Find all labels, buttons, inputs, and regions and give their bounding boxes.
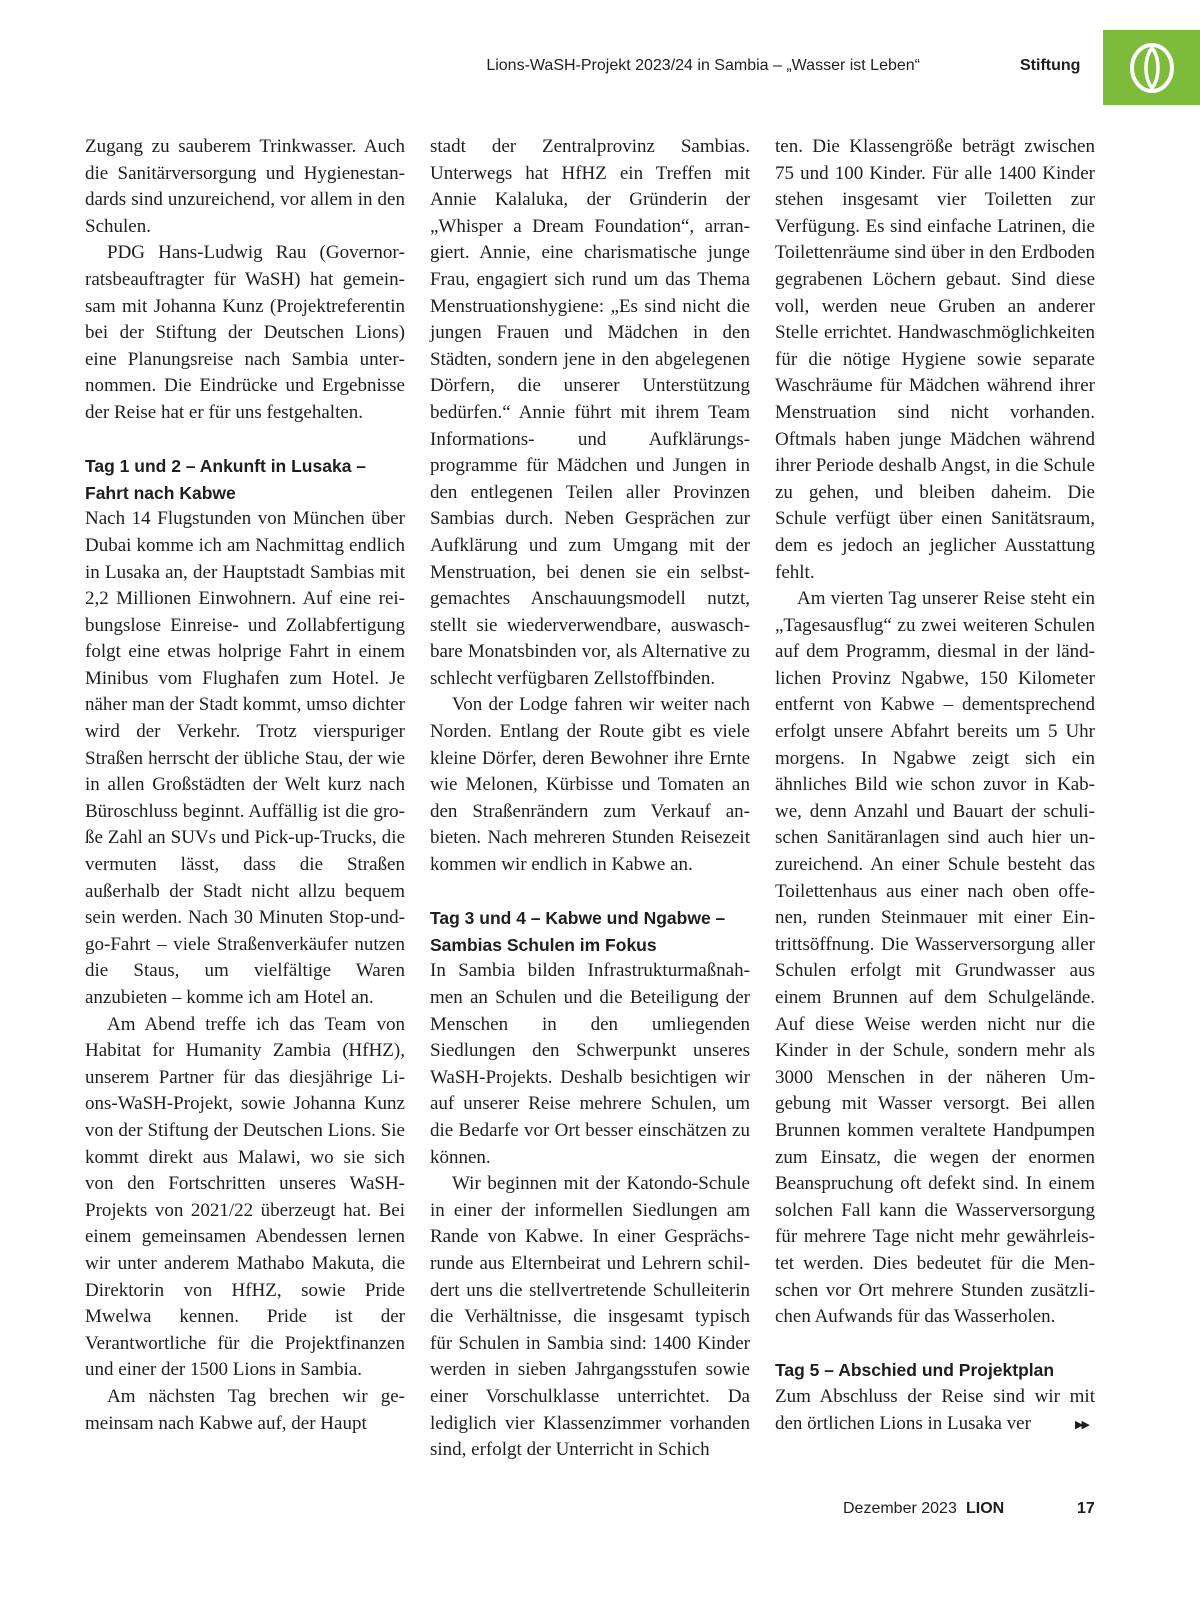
paragraph: ten. Die Klassengröße beträgt zwischen 75 und 100 Kinder. Für alle 1400 Kinder stehen insgesamt vier Toiletten zur Verfügung. Es sind einfache Latrinen, die Toilettenräume sind über in den Erdboden gegrabenen Löchern gebaut. Sind diese voll, werden neue Gruben an anderer Stelle errichtet. Handwaschmöglichkeiten für die nötige Hygiene sowie separate Waschräume für Mädchen während ihrer Menstruation sind nicht vorhanden. Oftmals haben junge Mädchen während ihrer Periode deshalb Angst, in die Schule zu gehen, und bleiben daheim. Die Schule verfügt über einen Sanitätsraum, dem es jedoch an jeglicher Ausstattung fehlt. bbox=[775, 136, 1095, 583]
paragraph: In Sambia bilden Infrastrukturmaßnahmen an Schulen und die Beteiligung der Menschen in den umliegenden Siedlungen den Schwerpunkt unseres WaSH-Projekts. Deshalb besichtigen wir auf unserer Reise mehrere Schulen, um die Bedarfe vor Ort besser einschätzen zu können. bbox=[430, 960, 750, 1168]
continue-arrow-icon: ▶▶ bbox=[1075, 1418, 1088, 1431]
paragraph: Am nächsten Tag brechen wir gemeinsam nach Kabwe auf, der Haupt bbox=[85, 1385, 405, 1434]
paragraph: stadt der Zentralprovinz Sambias. Unterwegs hat HfHZ ein Treffen mit Annie Kalaluka, der Gründerin der „Whisper a Dream Foundation“, arrangiert. Annie, eine charismatische junge Frau, engagiert sich rund um das Thema Menstruationshygiene: „Es sind nicht die jungen Frauen und Mädchen in den Städten, sondern jene in den abgelegenen Dörfern, die unserer Unterstützung bedürfen.“ Annie führt mit ihrem Team Informations- und Aufklärungsprogramme für Mädchen und Jungen in den entlegenen Teilen aller Provinzen Sambias durch. Neben Gesprächen zur Aufklärung und zum Umgang mit der Menstruation, bei denen sie ein selbstgemachtes Anschauungsmodell nutzt, stellt sie wiederverwendbare, auswaschbare Monatsbinden vor, als Alternative zu schlecht verfügbaren Zellstoffbinden. bbox=[430, 136, 750, 689]
article-column-3 bbox=[775, 134, 1095, 1437]
section-heading: Tag 3 und 4 – Kabwe und Ngabwe – Sambias Schulen im Fokus bbox=[430, 908, 726, 955]
paragraph: Zum Abschluss der Reise sind wir mit den örtlichen Lions in Lusaka ver bbox=[775, 1385, 1095, 1434]
paragraph: Von der Lodge fahren wir weiter nach Norden. Entlang der Route gibt es viele kleine Dörfer, deren Bewohner ihre Ernte wie Melonen, Kürbisse und Tomaten an den Straßenrändern zum Verkauf anbieten. Nach mehreren Stunden Reisezeit kommen wir endlich in Kabwe an. bbox=[430, 694, 750, 876]
paragraph: Wir beginnen mit der Katondo-Schule in einer der informellen Siedlungen am Rande von Kabwe. In einer Gesprächsrunde aus Elternbeirat und Lehrern schildert uns die stellvertretende Schulleiterin die Verhältnisse, die insgesamt typisch für Schulen in Sambia sind: 1400 Kinder werden in sieben Jahrgangsstufen sowie einer Vorschulklasse unterrichtet. Da lediglich vier Klassenzimmer vorhanden sind, erfolgt der Unterricht in Schich bbox=[430, 1173, 750, 1461]
section-heading: Tag 5 – Abschied und Projektplan bbox=[775, 1360, 1055, 1381]
paragraph: Am Abend treffe ich das Team von Habitat for Humanity Zambia (HfHZ), unserem Partner für das diesjährige Lions-WaSH-Projekt, sowie Johanna Kunz von der Stiftung der Deutschen Lions. Sie kommt direkt aus Malawi, wo sie sich von den Fortschritten unseres WaSH-Projekts von 2021/22 überzeugt hat. Bei einem gemeinsamen Abendessen lernen wir unter anderem Mathabo Makuta, die Direktorin von HfHZ, sowie Pride Mwelwa kennen. Pride ist der Verantwortliche für die Projektfinanzen und einer der 1500 Lions in Sambia. bbox=[85, 1013, 405, 1381]
paragraph: Nach 14 Flugstunden von München über Dubai komme ich am Nachmittag endlich in Lusaka an, der Hauptstadt Sambias mit 2,2 Millionen Einwohnern. Auf eine reibungslose Einreise- und Zollabfertigung folgt eine etwas holprige Fahrt in einem Minibus vom Flughafen zum Hotel. Je näher man der Stadt kommt, umso dichter wird der Verkehr. Trotz vierspuriger Straßen herrscht der übliche Stau, der wie in allen Großstädten der Welt kurz nach Büroschluss beginnt. Auffällig ist die große Zahl an SUVs und Pick-up-Trucks, die vermuten lässt, dass die Straßen außerhalb der Stadt nicht allzu bequem sein werden. Nach 30 Minuten Stop-und-go-Fahrt – viele Straßenverkäufer nutzen die Staus, um vielfältige Waren anzubieten – komme ich am Hotel an. bbox=[85, 508, 405, 1008]
section-label: Stiftung bbox=[1020, 57, 1081, 74]
lions-logo-box bbox=[1103, 30, 1200, 105]
footer-issue-date: Dezember 2023 bbox=[843, 1500, 957, 1517]
footer-magazine-name: LION bbox=[966, 1500, 1005, 1517]
section-heading: Tag 1 und 2 – Ankunft in Lusaka – Fahrt nach Kabwe bbox=[85, 456, 367, 503]
running-header-title: Lions-WaSH-Projekt 2023/24 in Sambia – „Wasser ist Leben“ bbox=[486, 57, 920, 74]
paragraph: Zugang zu sauberem Trinkwasser. Auch die Sanitärversorgung und Hygienestandards sind unzureichend, vor allem in den Schulen. bbox=[85, 136, 405, 237]
leaf-logo-icon bbox=[1128, 42, 1176, 94]
paragraph: PDG Hans-Ludwig Rau (Governorratsbeauftragter für WaSH) hat gemeinsam mit Johanna Kunz (Projektreferentin bei der Stiftung der Deutschen Lions) eine Planungsreise nach Sambia unternommen. Die Eindrücke und Ergebnisse der Reise hat er für uns festgehalten. bbox=[85, 242, 405, 423]
page-number: 17 bbox=[1077, 1500, 1095, 1517]
article-column-2 bbox=[430, 134, 750, 1464]
article-column-1 bbox=[85, 134, 405, 1437]
paragraph: Am vierten Tag unserer Reise steht ein „Tagesausflug“ zu zwei weiteren Schulen auf dem Programm, diesmal in der ländlichen Provinz Ngabwe, 150 Kilometer entfernt von Kabwe – dementsprechend erfolgt unsere Abfahrt bereits um 5 Uhr morgens. In Ngabwe zeigt sich ein ähnliches Bild wie schon zuvor in Kabwe, denn Anzahl und Bauart der schulischen Sanitäranlagen sind auch hier unzureichend. An einer Schule besteht das Toilettenhaus aus einer nach oben offenen, runden Steinmauer mit einer Eintrittsöffnung. Die Wasserversorgung aller Schulen erfolgt mit Grundwasser aus einem Brunnen auf dem Schulgelände. Auf diese Weise werden nicht nur die Kinder in der Schule, sondern mehr als 3000 Menschen in der näheren Umgebung mit Wasser versorgt. Bei allen Brunnen kommen veraltete Handpumpen zum Einsatz, die wegen der enormen Beanspruchung oft defekt sind. In einem solchen Fall kann die Wasserversorgung für mehrere Tage nicht mehr gewährleistet werden. Dies bedeutet für die Menschen vor Ort mehrere Stunden zusätzlichen Aufwands für das Wasserholen. bbox=[775, 588, 1095, 1328]
